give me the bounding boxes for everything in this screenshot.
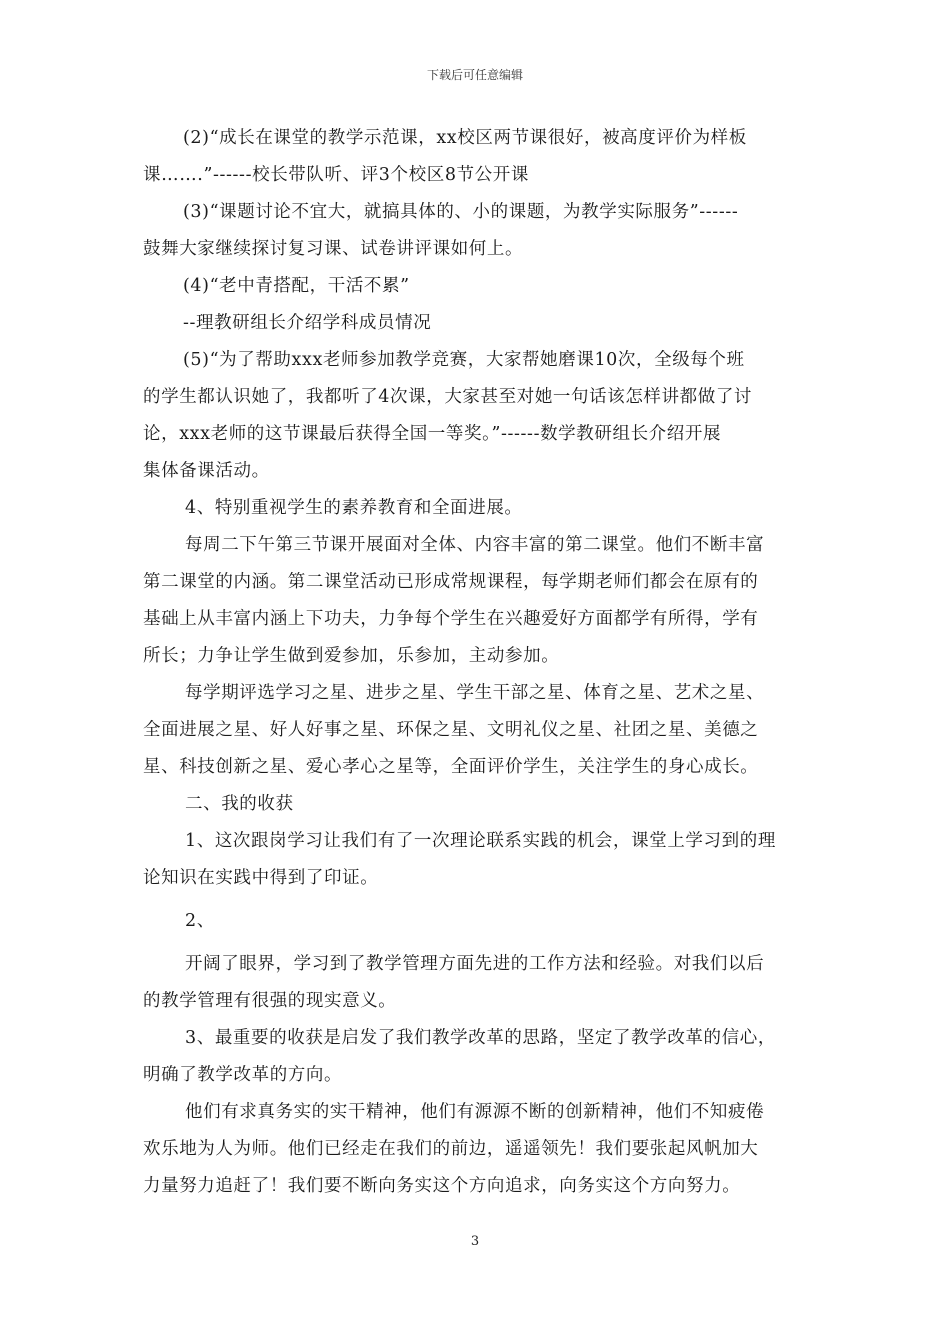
text-line: 第二课堂的内涵。第二课堂活动已形成常规课程，每学期老师们都会在原有的	[143, 572, 759, 592]
text-line: 3、最重要的收获是启发了我们教学改革的思路，坚定了教学改革的信心，	[185, 1028, 776, 1048]
text-line: 每学期评选学习之星、进步之星、学生干部之星、体育之星、艺术之星、	[185, 683, 765, 703]
text-line: 全面进展之星、好人好事之星、环保之星、文明礼仪之星、社团之星、美德之	[143, 720, 759, 740]
document-body	[143, 120, 809, 1205]
text-line: 课…….”------校长带队听、评3个校区8节公开课	[143, 165, 529, 185]
text-line: 论，xxx老师的这节课最后获得全国一等奖。”------数学教研组长介绍开展	[143, 424, 722, 444]
text-line: 欢乐地为人为师。他们已经走在我们的前边，遥遥领先！我们要张起风帆加大	[143, 1139, 759, 1159]
text-line: 星、科技创新之星、爱心孝心之星等，全面评价学生，关注学生的身心成长。	[143, 757, 759, 777]
text-line: (2)“成长在课堂的教学示范课，xx校区两节课很好，被高度评价为样板	[183, 128, 747, 148]
text-line: (4)“老中青搭配，干活不累”	[183, 276, 410, 296]
page-number: 3	[470, 1234, 480, 1249]
text-line: 力量努力追赶了！我们要不断向务实这个方向追求，向务实这个方向努力。	[143, 1176, 741, 1196]
text-line: 基础上从丰富内涵上下功夫，力争每个学生在兴趣爱好方面都学有所得，学有	[143, 609, 759, 629]
text-line: 1、这次跟岗学习让我们有了一次理论联系实践的机会，课堂上学习到的理	[185, 831, 776, 851]
text-line: 2、	[185, 911, 215, 931]
text-line: 所长；力争让学生做到爱参加，乐参加，主动参加。	[143, 646, 560, 666]
text-line: 鼓舞大家继续探讨复习课、试卷讲评课如何上。	[143, 239, 524, 259]
text-line: 的教学管理有很强的现实意义。	[143, 991, 397, 1011]
text-line: 论知识在实践中得到了印证。	[143, 868, 379, 888]
text-line: (3)“课题讨论不宜大，就搞具体的、小的课题，为教学实际服务”------	[183, 202, 739, 222]
text-line: 集体备课活动。	[143, 461, 270, 481]
text-line: 每周二下午第三节课开展面对全体、内容丰富的第二课堂。他们不断丰富	[185, 535, 765, 555]
section-heading: 4、特别重视学生的素养教育和全面进展。	[185, 498, 523, 518]
text-line: 开阔了眼界，学习到了教学管理方面先进的工作方法和经验。对我们以后	[185, 954, 765, 974]
page-header: 下载后可任意编辑	[426, 68, 523, 82]
text-line: --理教研组长介绍学科成员情况	[183, 313, 432, 333]
text-line: 的学生都认识她了，我都听了4次课，大家甚至对她一句话该怎样讲都做了讨	[143, 387, 753, 407]
text-line: (5)“为了帮助xxx老师参加教学竞赛，大家帮她磨课10次，全级每个班	[183, 350, 745, 370]
text-line: 他们有求真务实的实干精神，他们有源源不断的创新精神，他们不知疲倦	[185, 1102, 765, 1122]
section-heading: 二、我的收获	[185, 794, 294, 814]
text-line: 明确了教学改革的方向。	[143, 1065, 343, 1085]
